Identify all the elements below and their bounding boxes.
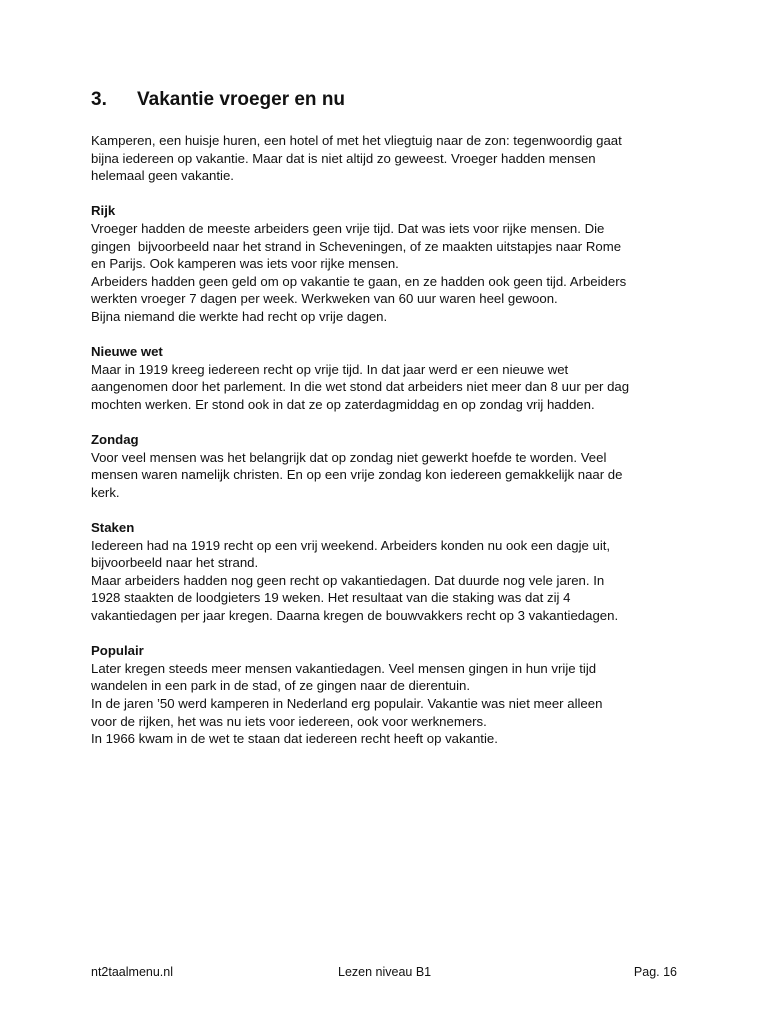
text-line: Vroeger hadden de meeste arbeiders geen vrije tijd. Dat was iets voor rijke mensen. Die — [91, 220, 605, 236]
paragraph-gap — [91, 185, 689, 203]
text-line: Kamperen, een huisje huren, een hotel of met het vliegtuig naar de zon: tegenwoordig gaat — [91, 133, 622, 148]
section-populair — [91, 642, 689, 748]
text-line: Later kregen steeds meer mensen vakantiedagen. Veel mensen gingen in hun vrije tijd — [91, 660, 597, 676]
text-line: Arbeiders hadden geen geld om op vakantie te gaan, en ze hadden ook geen tijd. Arbeiders — [91, 273, 627, 289]
section-rijk — [91, 202, 689, 325]
section-title: Zondag — [91, 432, 139, 448]
text-line: vakantiedagen per jaar kregen. Daarna kregen de bouwvakkers recht op 3 vakantiedagen. — [91, 608, 619, 624]
text-line: en Parijs. Ook kamperen was iets voor rijke mensen. — [91, 256, 399, 272]
text-line: bijna iedereen op vakantie. Maar dat is niet altijd zo geweest. Vroeger hadden mensen — [91, 150, 596, 166]
text-line: bijvoorbeeld naar het strand. — [91, 555, 259, 571]
section-staken — [91, 519, 689, 625]
text-line: mochten werken. Er stond ook in dat ze op zaterdagmiddag en op zondag vrij hadden. — [91, 396, 595, 412]
text-line: mensen waren namelijk christen. En op een vrije zondag kon iedereen gemakkelijk naar de — [91, 467, 623, 483]
section-zondag — [91, 431, 689, 501]
text-line: In de jaren ’50 werd kamperen in Nederland erg populair. Vakantie was niet meer alleen — [91, 696, 603, 711]
text-line: Maar arbeiders hadden nog geen recht op vakantiedagen. Dat duurde nog vele jaren. In — [91, 572, 605, 588]
text-line: aangenomen door het parlement. In die wet stond dat arbeiders niet meer dan 8 uur per dag — [91, 379, 630, 395]
text-line: Voor veel mensen was het belangrijk dat op zondag niet gewerkt hoefde te worden. Veel — [91, 449, 607, 465]
text-line: 1928 staakten de loodgieters 19 weken. Het resultaat van die staking was dat zij 4 — [91, 590, 571, 606]
intro-paragraph — [91, 132, 689, 185]
text-line: kerk. — [91, 484, 120, 500]
paragraph-gap — [91, 625, 689, 643]
section-title: Rijk — [91, 203, 116, 219]
text-line: werkten vroeger 7 dagen per week. Werkweken van 60 uur waren heel gewoon. — [91, 291, 558, 307]
text-line: Iedereen had na 1919 recht op een vrij weekend. Arbeiders konden nu ook een dagje uit, — [91, 537, 611, 553]
chapter-title: Vakantie vroeger en nu — [137, 89, 346, 110]
section-title: Populair — [91, 643, 144, 659]
page-title — [91, 88, 345, 112]
text-line: In 1966 kwam in de wet te staan dat iedereen recht heeft op vakantie. — [91, 731, 498, 747]
footer-level: Lezen niveau B1 — [338, 965, 432, 979]
text-line: helemaal geen vakantie. — [91, 168, 234, 184]
paragraph-gap — [91, 501, 689, 519]
article-body — [91, 132, 689, 748]
section-title: Staken — [91, 520, 135, 536]
paragraph-gap — [91, 326, 689, 344]
text-line: Bijna niemand die werkte had recht op vrije dagen. — [91, 308, 388, 324]
section-title: Nieuwe wet — [91, 344, 163, 360]
text-line: gingen bijvoorbeeld naar het strand in Scheveningen, of ze maakten uitstapjes naar Rome — [91, 238, 622, 254]
text-line: Maar in 1919 kreeg iedereen recht op vrije tijd. In dat jaar werd er een nieuwe wet — [91, 361, 569, 377]
paragraph-gap — [91, 414, 689, 432]
chapter-number: 3. — [91, 89, 107, 110]
footer-website: nt2taalmenu.nl — [91, 965, 174, 979]
text-line: voor de rijken, het was nu iets voor iedereen, ook voor werknemers. — [91, 713, 487, 729]
text-line: wandelen in een park in de stad, of ze gingen naar de dierentuin. — [91, 678, 471, 694]
section-nieuwe-wet — [91, 343, 689, 413]
footer-page-number: Pag. 16 — [633, 965, 677, 979]
